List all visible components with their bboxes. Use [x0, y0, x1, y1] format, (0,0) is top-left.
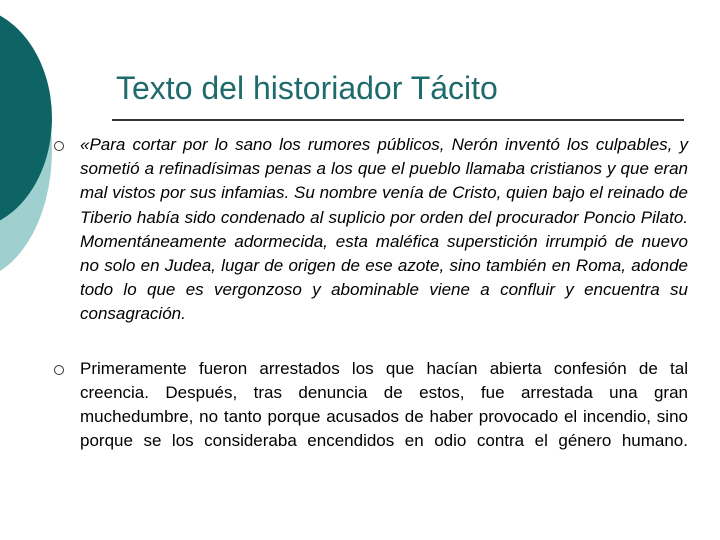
circle-bullet-icon	[54, 365, 64, 375]
bullet-item-arrests	[52, 357, 688, 454]
decorative-circles	[0, 0, 60, 280]
title-underline	[112, 119, 684, 121]
bullet-text: Primeramente fueron arrestados los que hacían abierta confesión de tal creencia. Después, tras denuncia de estos, fue arrestada una gran muchedumbre, no tanto porque acusados de haber provocado el incendio, sino porque se los consideraba encendidos en odio contra el género humano.	[80, 358, 688, 451]
bullet-text: «Para cortar por lo sano los rumores públicos, Nerón inventó los culpables, y sometió a refinadísimas penas a los que el pueblo llamaba cristianos y que eran mal vistos por sus infamias. Su nombre venía de Cristo, quien bajo el reinado de Tiberio había sido condenado al suplicio por orden del procurador Poncio Pilato. Momentáneamente adormecida, esta maléfica superstición irrumpió de nuevo no solo en Judea, lugar de origen de ese azote, sino también en Roma, adonde todo lo que es vergonzoso y abominable viene a confluir y encuentra su consagración.	[80, 135, 688, 324]
slide-title: Texto del historiador Tácito	[116, 70, 498, 106]
bullet-item-quote	[52, 133, 688, 327]
bullet-list	[52, 128, 688, 453]
circle-bullet-icon	[54, 141, 64, 151]
